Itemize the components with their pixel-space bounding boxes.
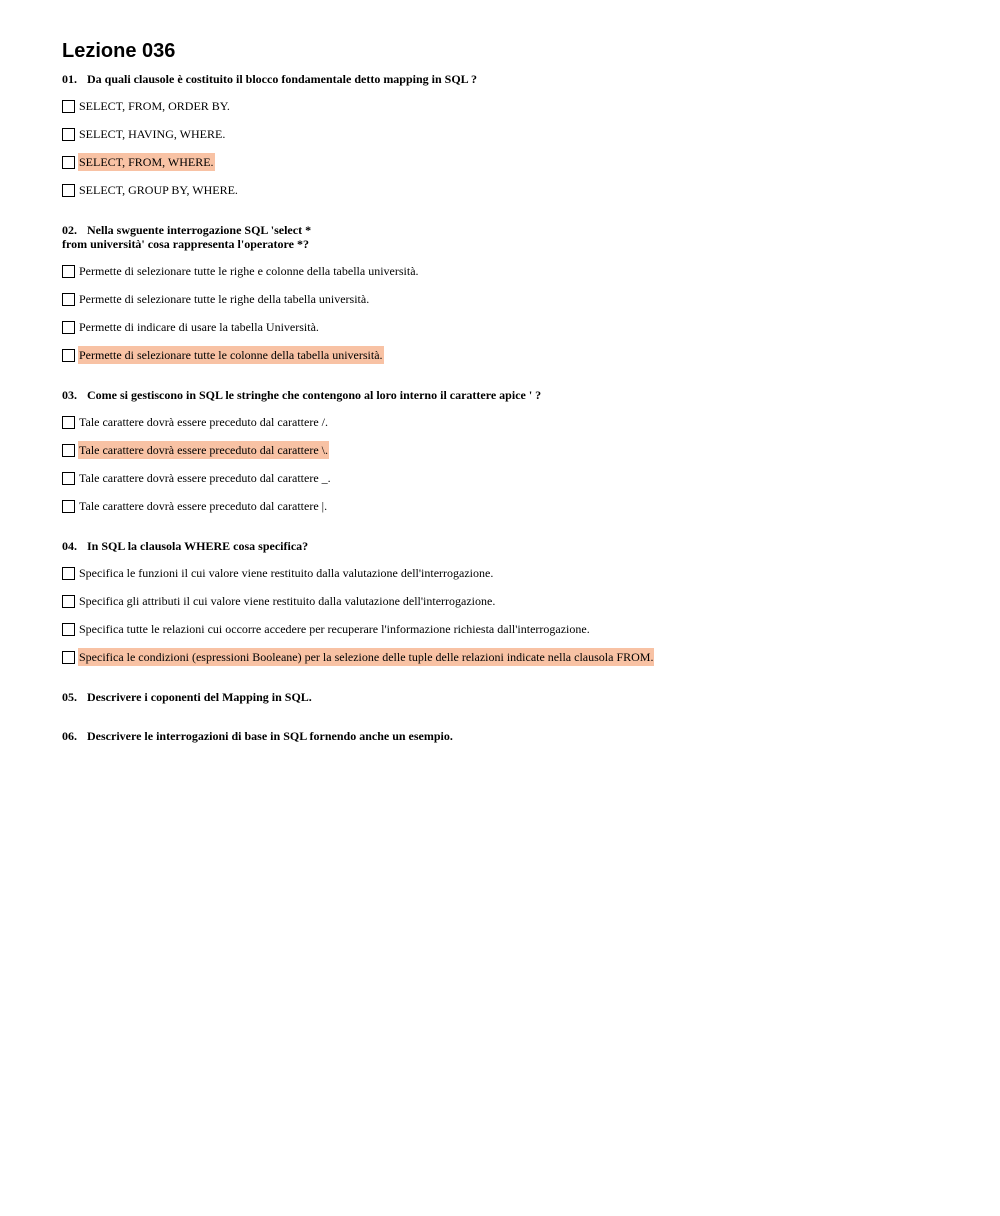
option-text: Tale carattere dovrà essere preceduto dal carattere /.: [79, 415, 328, 429]
checkbox[interactable]: [62, 265, 75, 278]
answer-option[interactable]: [62, 564, 962, 582]
spacer: [62, 374, 962, 388]
checkbox[interactable]: [62, 500, 75, 513]
question-text: Nella swguente interrogazione SQL 'select * from università' cosa rappresenta l'operatore *?: [62, 223, 312, 251]
answer-option[interactable]: [62, 620, 962, 638]
question-text: Come si gestiscono in SQL le stringhe che contengono al loro interno il carattere apice ' ?: [87, 388, 542, 402]
page-title: Lezione 036: [62, 40, 176, 62]
question-02: [62, 223, 962, 364]
answer-option-correct[interactable]: [62, 346, 962, 364]
question-text: In SQL la clausola WHERE cosa specifica?: [87, 539, 309, 553]
answer-option-correct[interactable]: [62, 441, 962, 459]
answer-option-correct[interactable]: [62, 153, 962, 171]
checkbox[interactable]: [62, 293, 75, 306]
question-04: [62, 539, 962, 666]
correct-answer-highlight: Permette di selezionare tutte le colonne della tabella università.: [79, 348, 383, 362]
question-text: Descrivere le interrogazioni di base in SQL fornendo anche un esempio.: [87, 729, 453, 743]
question-01: [62, 72, 962, 199]
option-text: Permette di selezionare tutte le righe e colonne della tabella università.: [79, 264, 419, 278]
document-page: [62, 38, 962, 768]
option-text: SELECT, HAVING, WHERE.: [79, 127, 226, 141]
question-header: [62, 690, 962, 704]
question-header: [62, 388, 962, 402]
answer-option[interactable]: [62, 262, 962, 280]
option-text: SELECT, FROM, ORDER BY.: [79, 99, 230, 113]
option-text: SELECT, GROUP BY, WHERE.: [79, 183, 238, 197]
checkbox[interactable]: [62, 444, 75, 457]
option-text: Specifica tutte le relazioni cui occorre accedere per recuperare l'informazione richiesta dall'interrogazione.: [79, 622, 590, 636]
question-text: Da quali clausole è costituito il blocco fondamentale detto mapping in SQL ?: [87, 72, 478, 86]
answer-option[interactable]: [62, 318, 962, 336]
option-text: Specifica le funzioni il cui valore viene restituito dalla valutazione dell'interrogazione.: [79, 566, 494, 580]
question-text: Descrivere i coponenti del Mapping in SQL.: [87, 690, 312, 704]
option-text: Permette di selezionare tutte le righe della tabella università.: [79, 292, 370, 306]
answer-option[interactable]: [62, 97, 962, 115]
answer-option[interactable]: [62, 125, 962, 143]
checkbox[interactable]: [62, 184, 75, 197]
checkbox[interactable]: [62, 416, 75, 429]
checkbox[interactable]: [62, 321, 75, 334]
checkbox[interactable]: [62, 100, 75, 113]
checkbox[interactable]: [62, 472, 75, 485]
question-header: [62, 72, 962, 86]
question-03: [62, 388, 962, 515]
correct-answer-highlight: Tale carattere dovrà essere preceduto dal carattere \.: [79, 443, 328, 457]
spacer: [62, 525, 962, 539]
question-number: 02.: [62, 223, 77, 237]
answer-option[interactable]: [62, 497, 962, 515]
option-text: Specifica gli attributi il cui valore viene restituito dalla valutazione dell'interrogazione.: [79, 594, 496, 608]
question-header: [62, 223, 962, 251]
question-number: 04.: [62, 539, 77, 553]
correct-answer-highlight: Specifica le condizioni (espressioni Booleane) per la selezione delle tuple delle relazioni indicate nella clausola FROM.: [79, 650, 654, 664]
question-06: [62, 729, 962, 743]
checkbox[interactable]: [62, 623, 75, 636]
question-header: [62, 539, 962, 553]
answer-option[interactable]: [62, 181, 962, 199]
checkbox[interactable]: [62, 651, 75, 664]
answer-option[interactable]: [62, 592, 962, 610]
answer-option[interactable]: [62, 413, 962, 431]
option-text: Tale carattere dovrà essere preceduto dal carattere _.: [79, 471, 331, 485]
question-number: 05.: [62, 690, 77, 704]
correct-answer-highlight: SELECT, FROM, WHERE.: [79, 155, 214, 169]
question-05: [62, 690, 962, 704]
checkbox[interactable]: [62, 349, 75, 362]
option-text: Tale carattere dovrà essere preceduto dal carattere |.: [79, 499, 328, 513]
checkbox[interactable]: [62, 595, 75, 608]
answer-option[interactable]: [62, 290, 962, 308]
spacer: [62, 209, 962, 223]
answer-option-correct[interactable]: [62, 648, 962, 666]
question-number: 01.: [62, 72, 77, 86]
question-header: [62, 729, 962, 743]
checkbox[interactable]: [62, 156, 75, 169]
question-number: 03.: [62, 388, 77, 402]
answer-option[interactable]: [62, 469, 962, 487]
spacer: [62, 676, 962, 690]
checkbox[interactable]: [62, 128, 75, 141]
question-number: 06.: [62, 729, 77, 743]
option-text: Permette di indicare di usare la tabella Università.: [79, 320, 319, 334]
checkbox[interactable]: [62, 567, 75, 580]
